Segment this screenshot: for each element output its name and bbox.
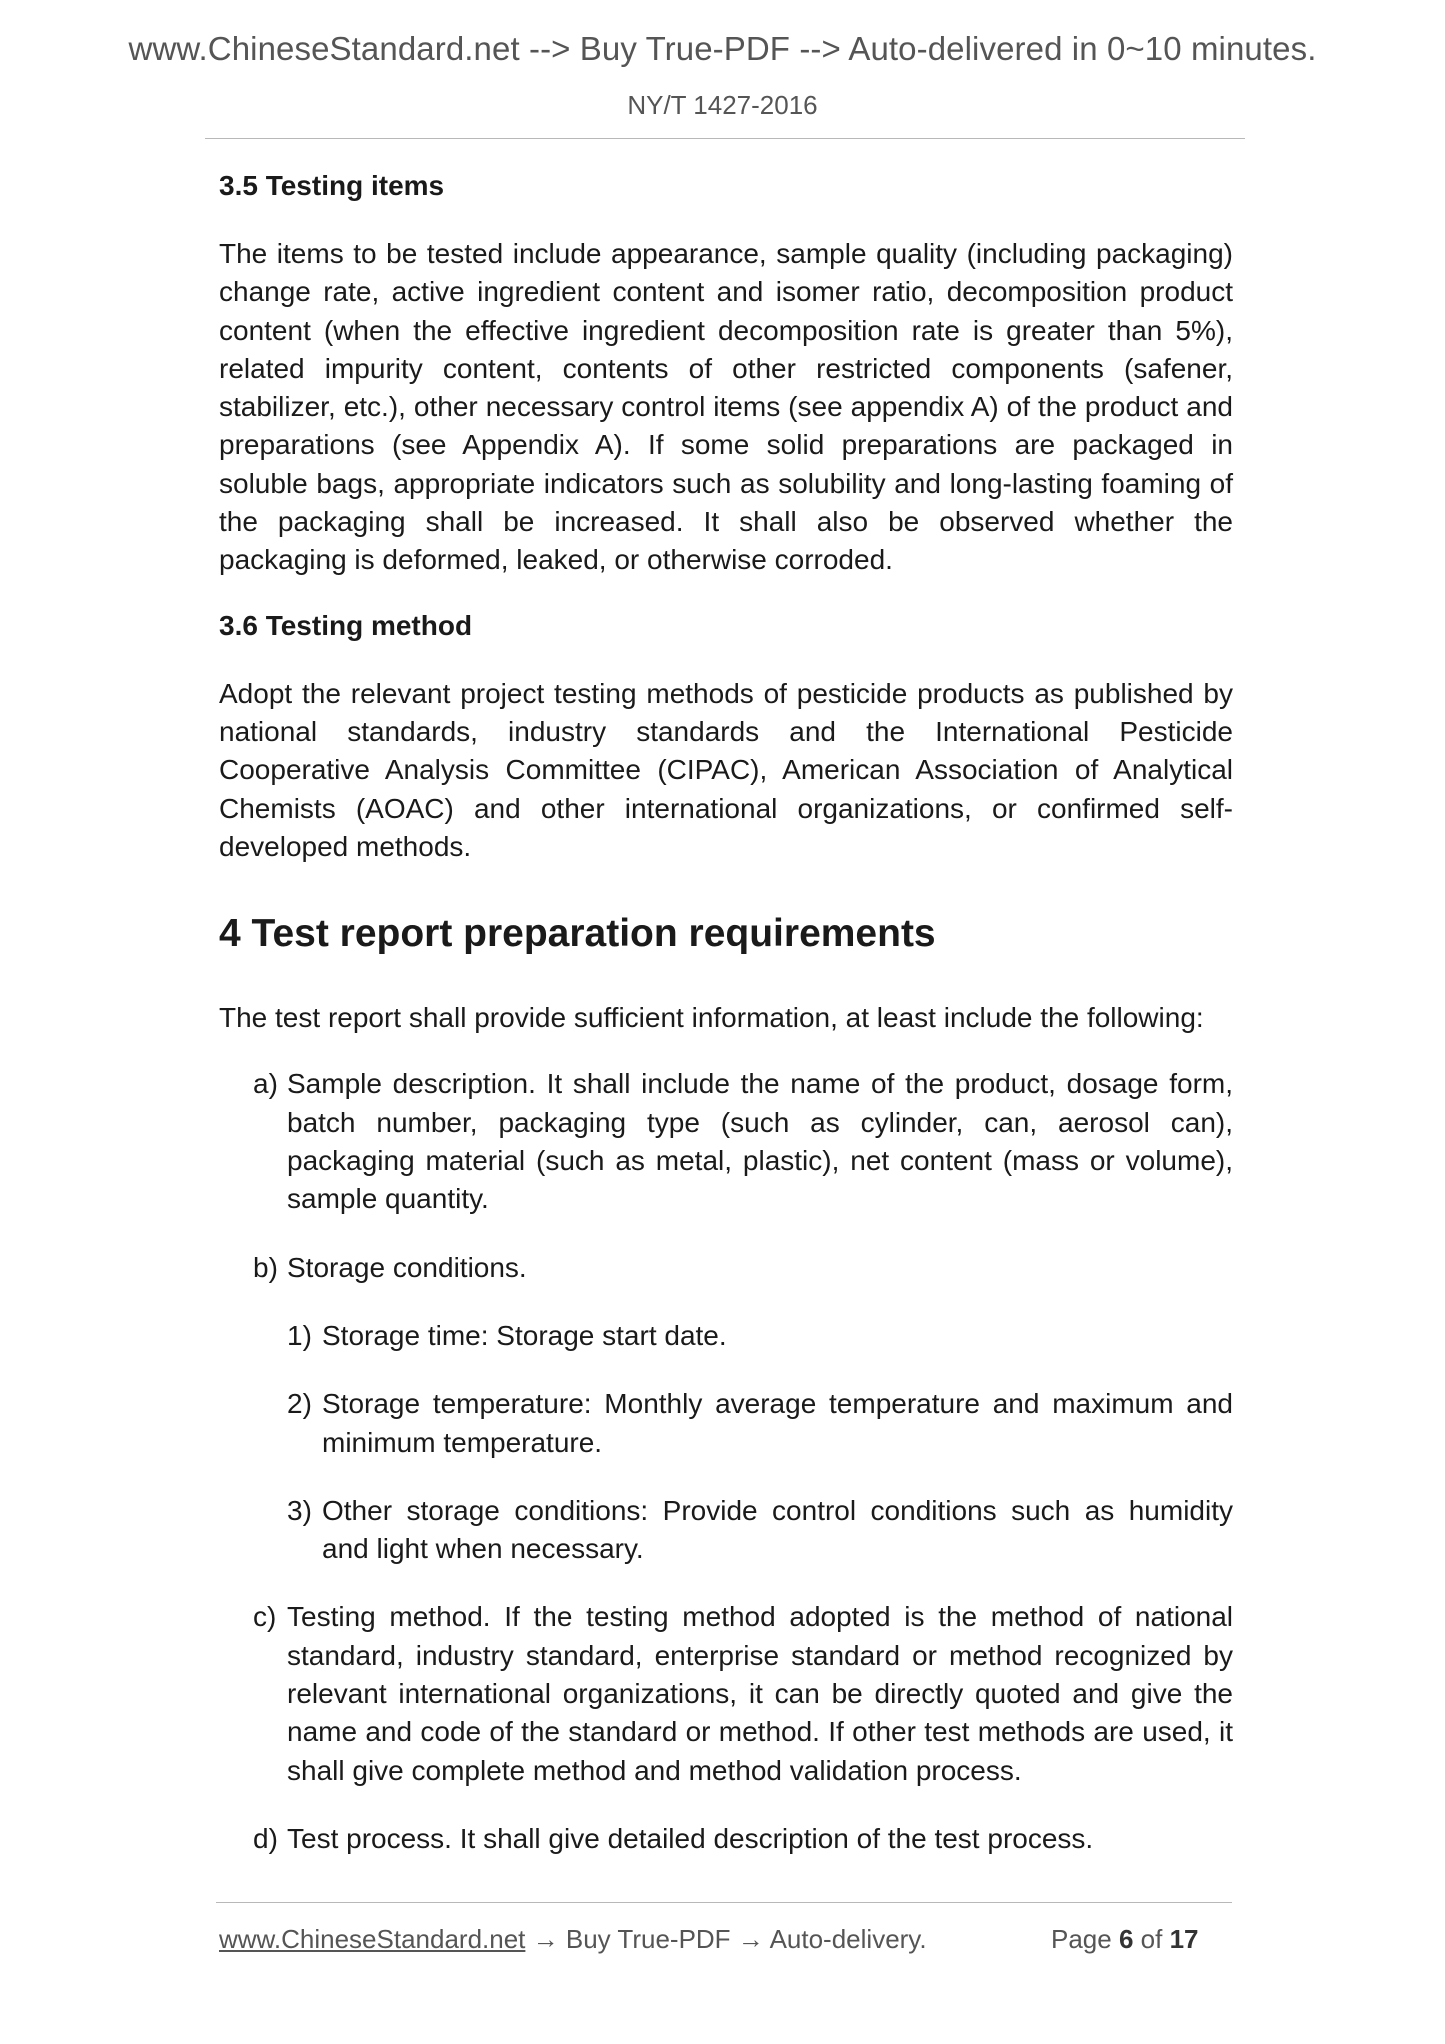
sub-item-text: Other storage conditions: Provide control conditions such as humidity and light when necessary. — [322, 1494, 1233, 1565]
list-marker: c) — [253, 1601, 277, 1633]
section-4-intro: The test report shall provide sufficient information, at least include the following: — [219, 1002, 1204, 1034]
footer-divider — [216, 1902, 1232, 1903]
section-3-5-heading: 3.5 Testing items — [219, 170, 445, 201]
list-item-text: Sample description. It shall include the name of the product, dosage form, batch number, packaging type (such as cylinder, can, aerosol can), packaging material (such as metal, plastic), net content (mass or volume), sample quantity. — [287, 1068, 1233, 1215]
footer-tagline: → Buy True-PDF → Auto-delivery. — [525, 1924, 927, 1954]
footer-website-link[interactable]: www.ChineseStandard.net — [219, 1924, 526, 1954]
sub-item-3 — [219, 1492, 1233, 1569]
page-of-label: of — [1133, 1924, 1170, 1954]
sub-item-1 — [219, 1317, 1233, 1355]
header-divider — [205, 138, 1245, 139]
section-3-5-body: The items to be tested include appearance, sample quality (including packaging) change rate, active ingredient content and isomer ratio, decomposition product content (when the effective ingredient decomposition rate is greater than 5%), related impurity content, contents of other restricted components (safener, stabilizer, etc.), other necessary control items (see appendix A) of the product and preparations (see Appendix A). If some solid preparations are packaged in soluble bags, appropriate indicators such as solubility and long-lasting foaming of the packaging shall be increased. It shall also be observed whether the packaging is deformed, leaked, or otherwise corroded. — [219, 238, 1233, 576]
list-item-a — [219, 1065, 1233, 1218]
list-item-text: Testing method. If the testing method adopted is the method of national standard, industry standard, enterprise standard or method recognized by relevant international organizations, it can be directly quoted and give the name and code of the standard or method. If other test methods are used, it shall give complete method and method validation process. — [287, 1601, 1233, 1786]
list-item-c — [219, 1598, 1233, 1789]
sub-item-marker: 3) — [287, 1494, 312, 1526]
footer-left — [219, 1924, 927, 1955]
sub-item-text: Storage temperature: Monthly average temperature and maximum and minimum temperature. — [322, 1388, 1233, 1458]
page-label: Page — [1051, 1924, 1119, 1954]
sub-item-marker: 2) — [287, 1388, 312, 1420]
list-item-text: Test process. It shall give detailed description of the test process. — [287, 1822, 1094, 1854]
sub-item-2 — [219, 1385, 1233, 1462]
document-code: NY/T 1427-2016 — [627, 90, 818, 120]
section-4-heading: 4 Test report preparation requirements — [219, 912, 936, 956]
list-item-text: Storage conditions. — [287, 1251, 527, 1283]
section-3-6-body: Adopt the relevant project testing methods of pesticide products as published by national standards, industry standards and the International Pesticide Cooperative Analysis Committee (CIPAC), American Association of Analytical Chemists (AOAC) and other international organizations, or confirmed self-developed methods. — [219, 677, 1233, 862]
sub-item-marker: 1) — [287, 1319, 312, 1351]
list-marker: d) — [253, 1822, 278, 1854]
page-indicator — [1051, 1924, 1198, 1955]
list-marker: a) — [253, 1068, 278, 1100]
list-item-d — [219, 1820, 1233, 1858]
header-banner: www.ChineseStandard.net --> Buy True-PDF --> Auto-delivered in 0~10 minutes. — [128, 30, 1317, 67]
page-content — [219, 168, 1233, 1888]
sub-item-text: Storage time: Storage start date. — [322, 1319, 727, 1351]
page-total: 17 — [1169, 1924, 1199, 1954]
list-marker: b) — [253, 1251, 278, 1283]
list-item-b — [219, 1249, 1233, 1287]
page-current: 6 — [1118, 1924, 1134, 1954]
section-3-6-heading: 3.6 Testing method — [219, 609, 473, 641]
